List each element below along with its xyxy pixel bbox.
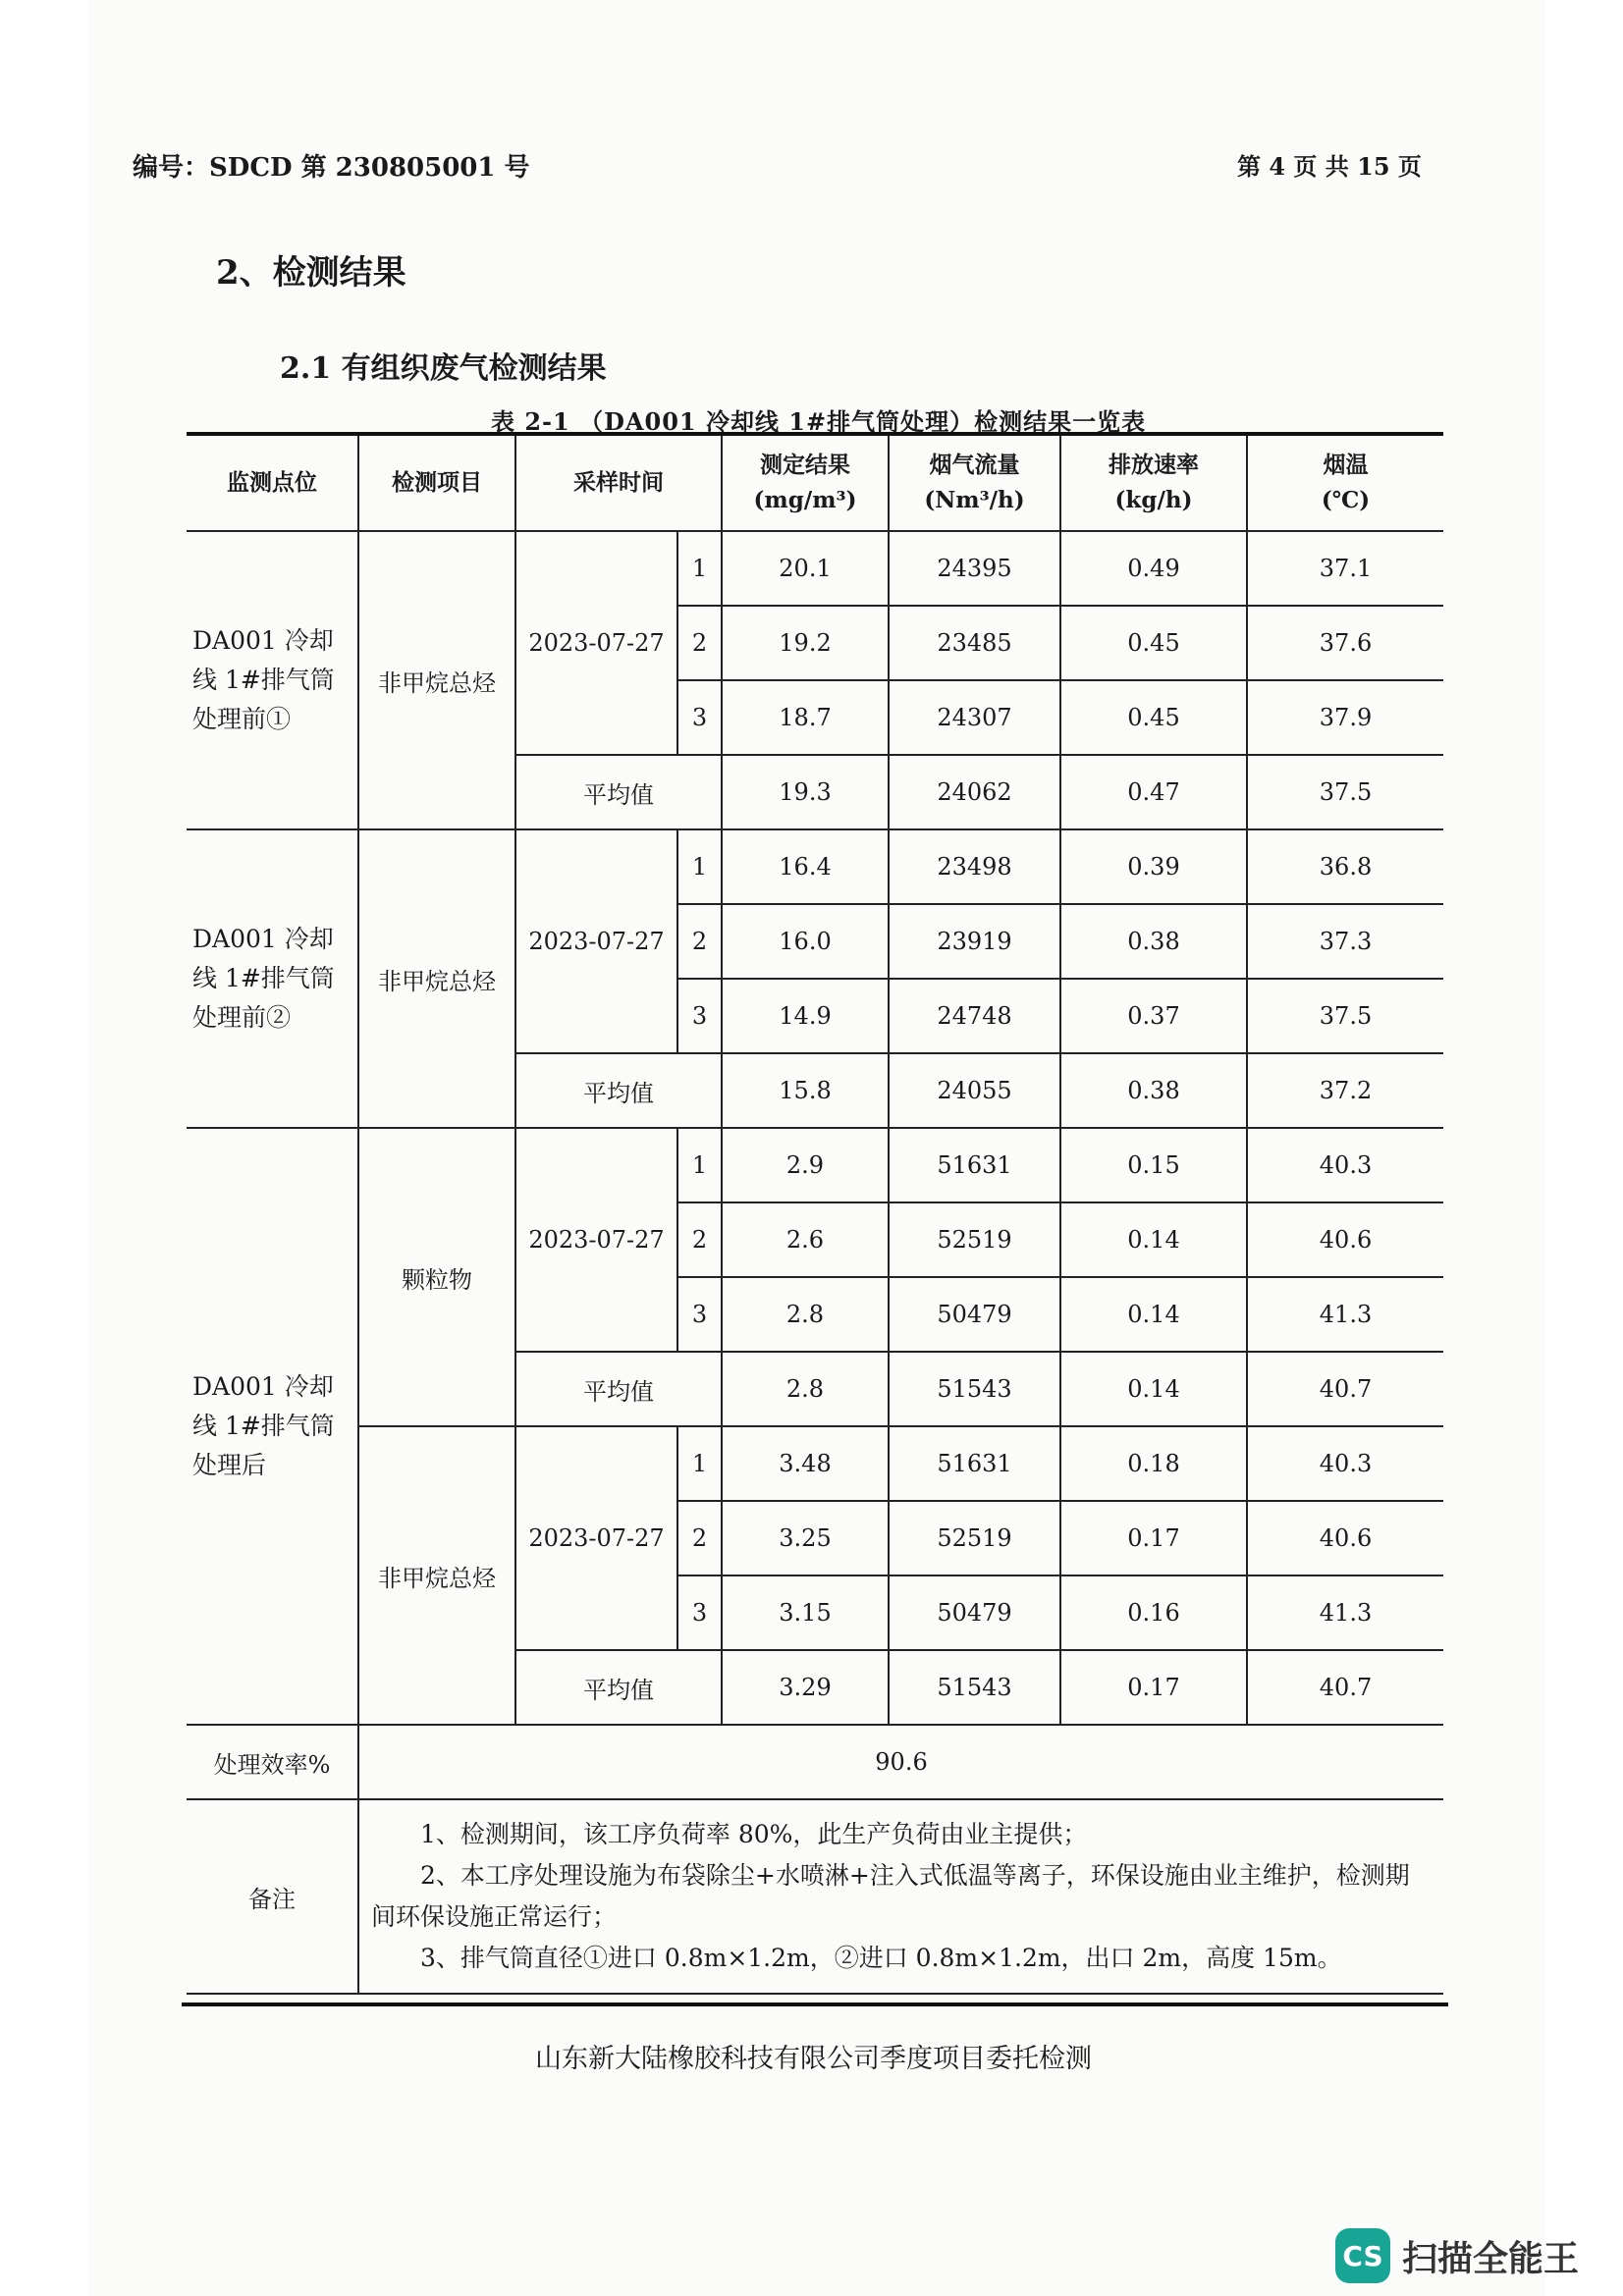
rate-cell: 0.37: [1060, 979, 1247, 1053]
result-cell: 15.8: [722, 1053, 889, 1128]
sample-no: 1: [677, 829, 722, 904]
flow-cell: 24748: [889, 979, 1060, 1053]
result-cell: 3.48: [722, 1426, 889, 1501]
header-result: 测定结果 (mg/m³): [722, 434, 889, 531]
efficiency-label: 处理效率%: [187, 1725, 358, 1799]
flow-cell: 51543: [889, 1352, 1060, 1426]
item-cell: 颗粒物: [358, 1128, 515, 1426]
rate-cell: 0.45: [1060, 680, 1247, 755]
rate-cell: 0.17: [1060, 1650, 1247, 1725]
point-cell: DA001 冷却线 1#排气筒处理后: [187, 1128, 358, 1725]
sample-no: 1: [677, 1426, 722, 1501]
temp-cell: 40.7: [1247, 1352, 1443, 1426]
efficiency-value: 90.6: [358, 1725, 1443, 1799]
rate-cell: 0.18: [1060, 1426, 1247, 1501]
table-row: [187, 1426, 1443, 1501]
temp-cell: 40.3: [1247, 1426, 1443, 1501]
report-number: 编号：SDCD 第 230805001 号: [133, 153, 530, 183]
date-cell: 2023-07-27: [515, 1426, 677, 1650]
point-cell: DA001 冷却线 1#排气筒处理前②: [187, 829, 358, 1128]
date-cell: 2023-07-27: [515, 829, 677, 1053]
rate-cell: 0.38: [1060, 904, 1247, 979]
result-cell: 2.8: [722, 1352, 889, 1426]
rate-cell: 0.39: [1060, 829, 1247, 904]
result-cell: 19.3: [722, 755, 889, 829]
result-cell: 3.29: [722, 1650, 889, 1725]
temp-cell: 40.6: [1247, 1501, 1443, 1575]
rate-cell: 0.14: [1060, 1277, 1247, 1352]
scanner-watermark: [1335, 2228, 1579, 2283]
result-cell: 2.8: [722, 1277, 889, 1352]
date-cell: 2023-07-27: [515, 1128, 677, 1352]
flow-cell: 24395: [889, 531, 1060, 606]
temp-cell: 37.1: [1247, 531, 1443, 606]
header-point: 监测点位: [187, 434, 358, 531]
flow-cell: 51543: [889, 1650, 1060, 1725]
sample-no: 3: [677, 680, 722, 755]
temp-cell: 37.2: [1247, 1053, 1443, 1128]
rate-cell: 0.47: [1060, 755, 1247, 829]
result-cell: 3.15: [722, 1575, 889, 1650]
result-cell: 14.9: [722, 979, 889, 1053]
temp-cell: 37.9: [1247, 680, 1443, 755]
header-rate: 排放速率 (kg/h): [1060, 434, 1247, 531]
remarks-row: [187, 1799, 1443, 1994]
remark-2: 2、本工序处理设施为布袋除尘+水喷淋+注入式低温等离子，环保设施由业主维护，检测期间环保设施正常运行；: [371, 1861, 1410, 1931]
temp-cell: 36.8: [1247, 829, 1443, 904]
table-row: [187, 531, 1443, 606]
rate-cell: 0.17: [1060, 1501, 1247, 1575]
table-row: [187, 829, 1443, 904]
result-cell: 2.6: [722, 1202, 889, 1277]
sample-no: 3: [677, 979, 722, 1053]
temp-cell: 37.3: [1247, 904, 1443, 979]
sample-no: 2: [677, 606, 722, 680]
bottom-rule: [182, 2002, 1448, 2006]
flow-cell: 24062: [889, 755, 1060, 829]
result-cell: 2.9: [722, 1128, 889, 1202]
rate-cell: 0.16: [1060, 1575, 1247, 1650]
flow-cell: 50479: [889, 1575, 1060, 1650]
item-cell: 非甲烷总烃: [358, 829, 515, 1128]
flow-cell: 52519: [889, 1202, 1060, 1277]
page-indicator: 第 4 页 共 15 页: [1237, 152, 1422, 181]
result-cell: 20.1: [722, 531, 889, 606]
remark-3: 3、排气筒直径①进口 0.8m×1.2m，②进口 0.8m×1.2m，出口 2m，高度 15m。: [420, 1944, 1342, 1972]
temp-cell: 40.7: [1247, 1650, 1443, 1725]
avg-label: 平均值: [515, 755, 722, 829]
sample-no: 3: [677, 1575, 722, 1650]
sample-no: 2: [677, 1501, 722, 1575]
flow-cell: 24055: [889, 1053, 1060, 1128]
table-row: [187, 1128, 1443, 1202]
rate-cell: 0.49: [1060, 531, 1247, 606]
footer-text: 山东新大陆橡胶科技有限公司季度项目委托检测: [535, 2044, 1092, 2074]
temp-cell: 41.3: [1247, 1575, 1443, 1650]
item-cell: 非甲烷总烃: [358, 1426, 515, 1725]
avg-label: 平均值: [515, 1352, 722, 1426]
item-cell: 非甲烷总烃: [358, 531, 515, 829]
rate-cell: 0.15: [1060, 1128, 1247, 1202]
scanner-brand-text: 扫描全能王: [1402, 2238, 1580, 2279]
temp-cell: 40.6: [1247, 1202, 1443, 1277]
camscanner-logo-icon: CS: [1335, 2228, 1390, 2283]
temp-cell: 41.3: [1247, 1277, 1443, 1352]
rate-cell: 0.45: [1060, 606, 1247, 680]
rate-cell: 0.14: [1060, 1202, 1247, 1277]
remark-1: 1、检测期间，该工序负荷率 80%，此生产负荷由业主提供；: [420, 1820, 1088, 1848]
date-cell: 2023-07-27: [515, 531, 677, 755]
rate-cell: 0.38: [1060, 1053, 1247, 1128]
flow-cell: 23485: [889, 606, 1060, 680]
header-item: 检测项目: [358, 434, 515, 531]
avg-label: 平均值: [515, 1650, 722, 1725]
flow-cell: 51631: [889, 1426, 1060, 1501]
flow-cell: 50479: [889, 1277, 1060, 1352]
sample-no: 1: [677, 531, 722, 606]
efficiency-row: [187, 1725, 1443, 1799]
sample-no: 3: [677, 1277, 722, 1352]
flow-cell: 52519: [889, 1501, 1060, 1575]
flow-cell: 23498: [889, 829, 1060, 904]
avg-label: 平均值: [515, 1053, 722, 1128]
flow-cell: 24307: [889, 680, 1060, 755]
flow-cell: 51631: [889, 1128, 1060, 1202]
result-cell: 16.4: [722, 829, 889, 904]
remark-content: [358, 1799, 1443, 1994]
flow-cell: 23919: [889, 904, 1060, 979]
result-cell: 19.2: [722, 606, 889, 680]
result-cell: 18.7: [722, 680, 889, 755]
result-cell: 3.25: [722, 1501, 889, 1575]
temp-cell: 40.3: [1247, 1128, 1443, 1202]
header-temp: 烟温 (℃): [1247, 434, 1443, 531]
point-cell: DA001 冷却线 1#排气筒处理前①: [187, 531, 358, 829]
rate-cell: 0.14: [1060, 1352, 1247, 1426]
sample-no: 1: [677, 1128, 722, 1202]
result-cell: 16.0: [722, 904, 889, 979]
remark-label: 备注: [187, 1799, 358, 1994]
header-time: 采样时间: [515, 434, 722, 531]
temp-cell: 37.5: [1247, 755, 1443, 829]
results-table: [187, 432, 1443, 1995]
table-title: 表 2-1 （DA001 冷却线 1#排气筒处理）检测结果一览表: [491, 407, 1147, 436]
temp-cell: 37.6: [1247, 606, 1443, 680]
subsection-title: 2.1 有组织废气检测结果: [280, 351, 607, 386]
header-flow: 烟气流量 (Nm³/h): [889, 434, 1060, 531]
sample-no: 2: [677, 904, 722, 979]
temp-cell: 37.5: [1247, 979, 1443, 1053]
section-title: 2、检测结果: [216, 253, 406, 293]
sample-no: 2: [677, 1202, 722, 1277]
